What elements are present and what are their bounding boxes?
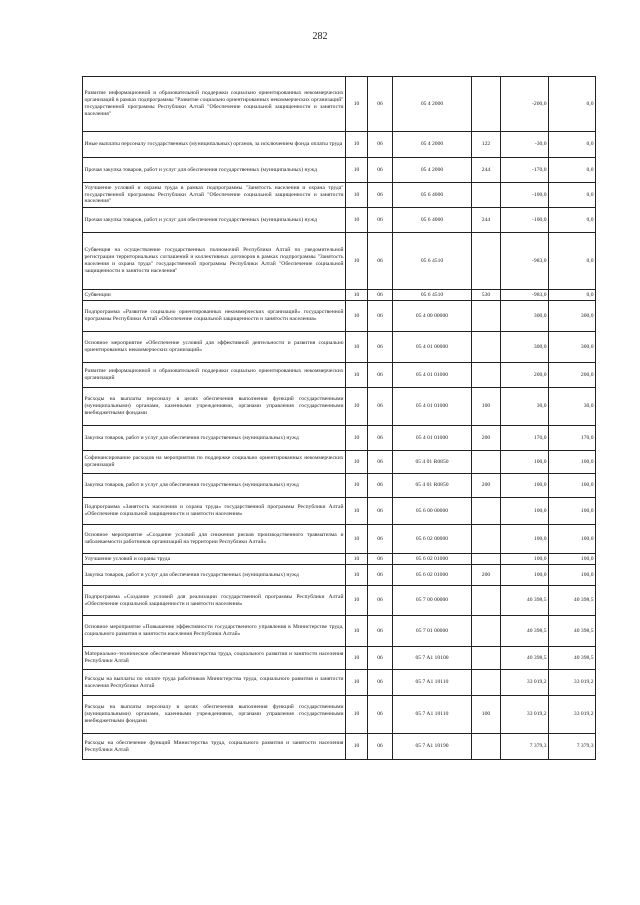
row-section-cell: 10 <box>346 554 368 565</box>
row-expense-type-cell: 530 <box>472 290 501 301</box>
row-expense-type-cell: 200 <box>472 426 501 451</box>
row-code-cell: 05 4 01 01000 <box>393 426 472 451</box>
row-name-cell: Подпрограмма «Развитие социально ориентированных некоммерческих организаций» государственной программы Республики Алтай «Обеспечение социальной защищенности и занятости населения» <box>83 301 346 332</box>
row-expense-type-cell: 200 <box>472 474 501 498</box>
row-subsection-cell: 06 <box>368 616 393 647</box>
row-name-cell: Основное мероприятие «Создание условий для снижения рисков производственного травматизма и заболеваемости работников организаций на территории Республики Алтай» <box>83 525 346 554</box>
row-expense-type-cell <box>472 554 501 565</box>
table-row <box>83 363 596 388</box>
row-name-cell: Закупка товаров, работ и услуг для обеспечения государственных (муниципальных) нужд <box>83 474 346 498</box>
row-code-cell: 05 6 02 01000 <box>393 565 472 586</box>
row-amount-1-cell: 100,0 <box>501 525 549 554</box>
row-amount-1-cell: 200,0 <box>501 363 549 388</box>
row-code-cell: 05 7 A1 10100 <box>393 647 472 670</box>
row-expense-type-cell <box>472 616 501 647</box>
row-code-cell: 05 4 01 R0850 <box>393 474 472 498</box>
row-section-cell: 10 <box>346 696 368 734</box>
table-row <box>83 183 596 208</box>
row-name-cell: Развитие информационной и образовательной поддержки социально ориентированных некоммерческих организаций <box>83 363 346 388</box>
row-subsection-cell: 06 <box>368 301 393 332</box>
row-amount-2-cell: 100,0 <box>549 498 596 525</box>
row-amount-2-cell: 0,0 <box>549 183 596 208</box>
row-code-cell: 05 7 A1 10110 <box>393 670 472 696</box>
row-code-cell: 05 4 01 01000 <box>393 363 472 388</box>
row-amount-2-cell: 100,0 <box>549 525 596 554</box>
row-expense-type-cell <box>472 647 501 670</box>
row-subsection-cell: 06 <box>368 290 393 301</box>
row-amount-1-cell: 300,0 <box>501 301 549 332</box>
row-name-cell: Иные выплаты персоналу государственных (муниципальных) органов, за исключением фонда оплаты труда <box>83 132 346 158</box>
row-name-cell: Софинансирование расходов на мероприятия по поддержке социально ориентированных некоммерческих организаций <box>83 451 346 474</box>
row-subsection-cell: 06 <box>368 132 393 158</box>
row-code-cell: 05 6 4000 <box>393 208 472 233</box>
row-expense-type-cell: 200 <box>472 565 501 586</box>
row-section-cell: 10 <box>346 474 368 498</box>
row-subsection-cell: 06 <box>368 77 393 132</box>
row-name-cell: Субвенции <box>83 290 346 301</box>
row-expense-type-cell <box>472 670 501 696</box>
row-section-cell: 10 <box>346 132 368 158</box>
row-name-cell: Расходы на выплаты персоналу в целях обеспечения выполнения функций государственными (муниципальными) органами, казенными учреждениями, органами управления государственными внебюджетными фондами <box>83 388 346 426</box>
row-amount-2-cell: 40 398,5 <box>549 586 596 616</box>
row-amount-1-cell: 170,0 <box>501 426 549 451</box>
row-amount-1-cell: -983,0 <box>501 290 549 301</box>
row-subsection-cell: 06 <box>368 696 393 734</box>
row-name-cell: Материально–техническое обеспечение Министерства труда, социального развития и занятости населения Республики Алтай <box>83 647 346 670</box>
table-row <box>83 426 596 451</box>
row-code-cell: 05 7 01 00000 <box>393 616 472 647</box>
table-row <box>83 498 596 525</box>
table-row <box>83 332 596 363</box>
row-section-cell: 10 <box>346 734 368 760</box>
budget-table-body <box>83 77 596 760</box>
row-name-cell: Расходы на выплаты персоналу в целях обеспечения выполнения функций государственными (муниципальными) органами, казенными учреждениями, органами управления государственными внебюджетными фондами <box>83 696 346 734</box>
row-code-cell: 05 7 00 00000 <box>393 586 472 616</box>
row-name-cell: Улучшение условий и охраны труда <box>83 554 346 565</box>
row-subsection-cell: 06 <box>368 183 393 208</box>
row-amount-2-cell: 0,0 <box>549 77 596 132</box>
row-expense-type-cell: 100 <box>472 696 501 734</box>
table-row <box>83 616 596 647</box>
row-subsection-cell: 06 <box>368 474 393 498</box>
row-amount-2-cell: 33 019,2 <box>549 696 596 734</box>
row-amount-1-cell: 100,0 <box>501 565 549 586</box>
row-subsection-cell: 06 <box>368 498 393 525</box>
row-expense-type-cell: 244 <box>472 158 501 183</box>
row-expense-type-cell <box>472 586 501 616</box>
row-section-cell: 10 <box>346 208 368 233</box>
table-row <box>83 647 596 670</box>
row-amount-2-cell: 30,0 <box>549 388 596 426</box>
row-subsection-cell: 06 <box>368 565 393 586</box>
row-subsection-cell: 06 <box>368 363 393 388</box>
table-row <box>83 554 596 565</box>
row-subsection-cell: 06 <box>368 647 393 670</box>
row-amount-2-cell: 33 019,2 <box>549 670 596 696</box>
row-subsection-cell: 06 <box>368 426 393 451</box>
row-amount-1-cell: 100,0 <box>501 451 549 474</box>
row-amount-1-cell: 40 398,5 <box>501 586 549 616</box>
row-subsection-cell: 06 <box>368 734 393 760</box>
row-code-cell: 05 4 2000 <box>393 132 472 158</box>
row-expense-type-cell <box>472 498 501 525</box>
row-amount-2-cell: 7 379,3 <box>549 734 596 760</box>
row-code-cell: 05 4 01 01000 <box>393 388 472 426</box>
row-section-cell: 10 <box>346 586 368 616</box>
row-amount-1-cell: 33 019,2 <box>501 670 549 696</box>
table-row <box>83 208 596 233</box>
row-section-cell: 10 <box>346 363 368 388</box>
row-amount-1-cell: 30,0 <box>501 388 549 426</box>
row-amount-1-cell: 33 019,2 <box>501 696 549 734</box>
row-section-cell: 10 <box>346 498 368 525</box>
row-name-cell: Основное мероприятие «Повышение эффективности государственного управления в Министерстве труда, социального развития и занятости населения Республики Алтай» <box>83 616 346 647</box>
row-code-cell: 05 7 A1 10190 <box>393 734 472 760</box>
table-row <box>83 670 596 696</box>
row-section-cell: 10 <box>346 426 368 451</box>
row-amount-1-cell: 40 398,5 <box>501 616 549 647</box>
row-expense-type-cell <box>472 301 501 332</box>
row-code-cell: 05 6 4510 <box>393 233 472 290</box>
row-expense-type-cell <box>472 734 501 760</box>
row-amount-1-cell: 300,0 <box>501 332 549 363</box>
row-subsection-cell: 06 <box>368 233 393 290</box>
table-row <box>83 565 596 586</box>
table-row <box>83 132 596 158</box>
row-expense-type-cell: 122 <box>472 132 501 158</box>
row-name-cell: Подпрограмма «Создание условий для реализации государственной программы Республики Алтай «Обеспечение социальной защищенности и занятости населения» <box>83 586 346 616</box>
row-expense-type-cell <box>472 525 501 554</box>
row-name-cell: Развитие информационной и образовательной поддержки социально ориентированных некоммерческих организаций в рамках подпрограммы "Развитие социально ориентированных некоммерческих организаций" государственной программы Республики Алтай "Обеспечение социальной защищенности и занятости населения" <box>83 77 346 132</box>
table-row <box>83 158 596 183</box>
row-section-cell: 10 <box>346 565 368 586</box>
row-expense-type-cell <box>472 332 501 363</box>
row-expense-type-cell <box>472 451 501 474</box>
row-code-cell: 05 4 01 00000 <box>393 332 472 363</box>
row-name-cell: Подпрограмма «Занятость населения и охрана труда» государственной программы Республики Алтай «Обеспечение социальной защищенности и занятости населения» <box>83 498 346 525</box>
row-subsection-cell: 06 <box>368 525 393 554</box>
row-amount-2-cell: 0,0 <box>549 208 596 233</box>
row-section-cell: 10 <box>346 290 368 301</box>
row-amount-2-cell: 300,0 <box>549 332 596 363</box>
table-row <box>83 696 596 734</box>
row-section-cell: 10 <box>346 451 368 474</box>
row-section-cell: 10 <box>346 233 368 290</box>
row-amount-2-cell: 300,0 <box>549 301 596 332</box>
row-name-cell: Улучшение условий и охраны труда в рамках подпрограммы "Занятость населения и охрана труда" государственной программы Республики Алтай "Обеспечение социальной защищенности и занятости населения" <box>83 183 346 208</box>
row-section-cell: 10 <box>346 158 368 183</box>
page-number: 282 <box>312 31 328 42</box>
table-row <box>83 525 596 554</box>
row-subsection-cell: 06 <box>368 332 393 363</box>
table-row <box>83 233 596 290</box>
row-section-cell: 10 <box>346 647 368 670</box>
row-code-cell: 05 6 00 00000 <box>393 498 472 525</box>
row-expense-type-cell: 244 <box>472 208 501 233</box>
row-code-cell: 05 6 02 00000 <box>393 525 472 554</box>
row-amount-2-cell: 0,0 <box>549 158 596 183</box>
table-row <box>83 474 596 498</box>
table-row <box>83 77 596 132</box>
row-expense-type-cell <box>472 183 501 208</box>
row-expense-type-cell <box>472 233 501 290</box>
row-name-cell: Прочая закупка товаров, работ и услуг для обеспечения государственных (муниципальных) нужд <box>83 208 346 233</box>
row-subsection-cell: 06 <box>368 208 393 233</box>
row-amount-2-cell: 40 398,5 <box>549 647 596 670</box>
row-amount-1-cell: -100,0 <box>501 183 549 208</box>
row-subsection-cell: 06 <box>368 554 393 565</box>
row-amount-2-cell: 100,0 <box>549 474 596 498</box>
row-section-cell: 10 <box>346 77 368 132</box>
table-row <box>83 586 596 616</box>
row-subsection-cell: 06 <box>368 586 393 616</box>
row-name-cell: Основное мероприятие «Обеспечение условий для эффективной деятельности и развития социально ориентированных некоммерческих организаций» <box>83 332 346 363</box>
row-amount-1-cell: -200,0 <box>501 77 549 132</box>
row-code-cell: 05 6 02 01000 <box>393 554 472 565</box>
row-amount-1-cell: 100,0 <box>501 474 549 498</box>
row-amount-1-cell: -983,0 <box>501 233 549 290</box>
row-amount-2-cell: 40 398,5 <box>549 616 596 647</box>
row-amount-2-cell: 100,0 <box>549 451 596 474</box>
row-amount-1-cell: 7 379,3 <box>501 734 549 760</box>
budget-table <box>82 76 596 760</box>
table-row <box>83 290 596 301</box>
table-row <box>83 451 596 474</box>
row-expense-type-cell <box>472 363 501 388</box>
row-amount-2-cell: 200,0 <box>549 363 596 388</box>
table-row <box>83 388 596 426</box>
row-amount-1-cell: -170,0 <box>501 158 549 183</box>
row-code-cell: 05 4 01 R0850 <box>393 451 472 474</box>
row-amount-1-cell: 40 398,5 <box>501 647 549 670</box>
row-subsection-cell: 06 <box>368 670 393 696</box>
row-amount-2-cell: 0,0 <box>549 233 596 290</box>
row-code-cell: 05 4 00 00000 <box>393 301 472 332</box>
row-amount-1-cell: -100,0 <box>501 208 549 233</box>
row-amount-2-cell: 100,0 <box>549 554 596 565</box>
row-section-cell: 10 <box>346 332 368 363</box>
row-amount-1-cell: 100,0 <box>501 554 549 565</box>
row-amount-2-cell: 0,0 <box>549 290 596 301</box>
row-section-cell: 10 <box>346 670 368 696</box>
row-section-cell: 10 <box>346 388 368 426</box>
row-subsection-cell: 06 <box>368 158 393 183</box>
row-code-cell: 05 7 A1 10110 <box>393 696 472 734</box>
row-name-cell: Закупка товаров, работ и услуг для обеспечения государственных (муниципальных) нужд <box>83 565 346 586</box>
row-section-cell: 10 <box>346 183 368 208</box>
table-row <box>83 734 596 760</box>
row-section-cell: 10 <box>346 301 368 332</box>
row-name-cell: Субвенция на осуществление государственных полномочий Республики Алтай по уведомительной регистрации территориальных соглашений и коллективных договоров в рамках подпрограммы "Занятость населения и охрана труда" государственной программы Республики Алтай "Обеспечение социальной защищенности и занятости населения" <box>83 233 346 290</box>
row-amount-2-cell: 170,0 <box>549 426 596 451</box>
row-name-cell: Расходы на выплаты по оплате труда работников Министерства труда, социального развития и занятости населения Республики Алтай <box>83 670 346 696</box>
row-subsection-cell: 06 <box>368 388 393 426</box>
row-expense-type-cell: 100 <box>472 388 501 426</box>
row-section-cell: 10 <box>346 525 368 554</box>
row-section-cell: 10 <box>346 616 368 647</box>
row-name-cell: Закупка товаров, работ и услуг для обеспечения государственных (муниципальных) нужд <box>83 426 346 451</box>
row-name-cell: Расходы на обеспечение функций Министерства труда, социального развития и занятости населения Республики Алтай <box>83 734 346 760</box>
row-amount-1-cell: -30,0 <box>501 132 549 158</box>
row-code-cell: 05 6 4510 <box>393 290 472 301</box>
row-code-cell: 05 6 4000 <box>393 183 472 208</box>
row-amount-2-cell: 100,0 <box>549 565 596 586</box>
row-name-cell: Прочая закупка товаров, работ и услуг для обеспечения государственных (муниципальных) нужд <box>83 158 346 183</box>
row-subsection-cell: 06 <box>368 451 393 474</box>
table-row <box>83 301 596 332</box>
row-code-cell: 05 4 2000 <box>393 77 472 132</box>
row-amount-2-cell: 0,0 <box>549 132 596 158</box>
row-amount-1-cell: 100,0 <box>501 498 549 525</box>
row-expense-type-cell <box>472 77 501 132</box>
row-code-cell: 05 4 2000 <box>393 158 472 183</box>
